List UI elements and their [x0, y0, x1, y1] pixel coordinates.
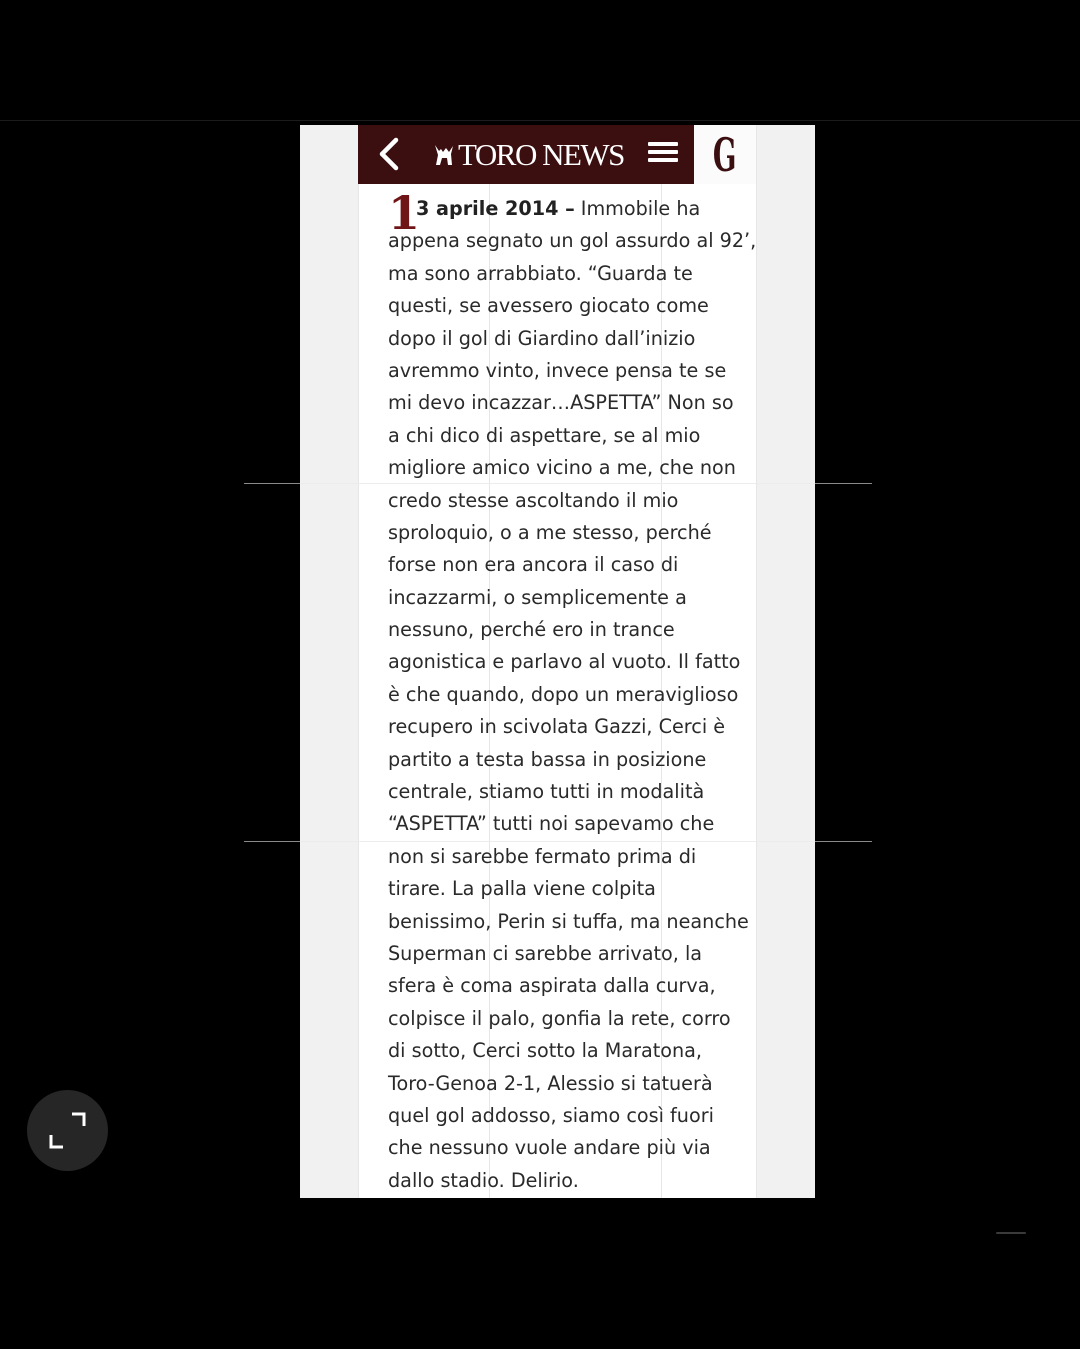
article-line: centrale, stiamo tutti in modalità [388, 780, 705, 804]
menu-button[interactable] [648, 138, 678, 168]
grid-guide-line [244, 483, 300, 484]
article-line: tirare. La palla viene colpita [388, 877, 656, 901]
article-body [388, 186, 757, 1197]
g-tab-letter: G [713, 127, 737, 182]
article-date: 3 aprile 2014 – [416, 197, 575, 220]
viewer-top-divider [0, 120, 1080, 121]
article-line: sfera è coma aspirata dalla curva, [388, 974, 716, 998]
back-button[interactable] [372, 134, 408, 174]
article-first-line [388, 193, 738, 225]
site-header [358, 125, 694, 184]
decorative-dash [996, 1232, 1026, 1234]
article-line: agonistica e parlavo al vuoto. Il fatto [388, 650, 741, 674]
article-line: ma sono arrabbiato. “Guarda te [388, 261, 693, 285]
g-tab-button[interactable] [694, 125, 756, 184]
article-line: avremmo vinto, invece pensa te se [388, 358, 727, 382]
site-logo[interactable] [432, 135, 624, 175]
chevron-left-icon [372, 134, 408, 174]
hamburger-menu-icon [648, 142, 678, 162]
article-line: nessuno, perché ero in trance [388, 618, 675, 642]
article-line: partito a testa bassa in posizione [388, 747, 707, 771]
expand-button[interactable] [27, 1090, 108, 1171]
article-line: appena segnato un gol assurdo al 92’, [388, 229, 757, 253]
article-line: benissimo, Perin si tuffa, ma neanche [388, 909, 749, 933]
grid-guide-line [244, 841, 300, 842]
article-line: dopo il gol di Giardino dall’inizio [388, 326, 696, 350]
article-line: colpisce il palo, gonfia la rete, corro [388, 1006, 731, 1030]
article-line: non si sarebbe fermato prima di [388, 844, 697, 868]
article-line: credo stesse ascoltando il mio [388, 488, 679, 512]
article-line: Superman ci sarebbe arrivato, la [388, 941, 703, 965]
grid-line [358, 125, 359, 1198]
drop-cap: 1 [388, 186, 421, 240]
article-line: che nessuno vuole andare più via [388, 1136, 711, 1160]
article-line: questi, se avessero giocato come [388, 294, 709, 318]
article-line: “ASPETTA” tutti noi sapevamo che [388, 812, 715, 836]
article-line: dallo stadio. Delirio. [388, 1168, 579, 1192]
bull-icon [432, 142, 456, 168]
article-line: di sotto, Cerci sotto la Maratona, [388, 1039, 703, 1063]
article-line: forse non era ancora il caso di [388, 553, 679, 577]
logo-text: TORO NEWS [458, 137, 624, 172]
article-line: è che quando, dopo un meraviglioso [388, 682, 739, 706]
article-line: Toro-Genoa 2-1, Alessio si tatuerà [388, 1071, 713, 1095]
article-line: a chi dico di aspettare, se al mio [388, 423, 701, 447]
grid-guide-line [815, 841, 872, 842]
article-line: sproloquio, o a me stesso, perché [388, 520, 712, 544]
expand-icon [27, 1090, 108, 1171]
article-line: mi devo incazzar…ASPETTA” Non so [388, 391, 734, 415]
article-line: incazzarmi, o semplicemente a [388, 585, 687, 609]
article-first-line-text: Immobile ha [574, 197, 701, 220]
article-screenshot [300, 125, 815, 1198]
article-line: migliore amico vicino a me, che non [388, 456, 736, 480]
article-line: recupero in scivolata Gazzi, Cerci è [388, 715, 726, 739]
article-line: quel gol addosso, siamo così fuori [388, 1103, 714, 1127]
grid-line [756, 125, 757, 1198]
grid-guide-line [815, 483, 872, 484]
